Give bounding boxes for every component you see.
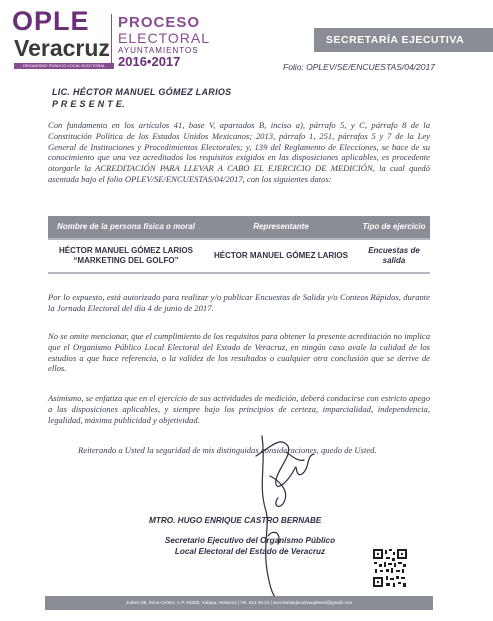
process-years: 2016•2017 xyxy=(118,54,181,69)
table-header-name: Nombre de la persona física o moral xyxy=(48,216,204,239)
logo-tagline: ORGANISMO PÚBLICO LOCAL ELECTORAL xyxy=(22,63,106,68)
footer-bar: Juárez 69, Zona Centro, C.P. 91000, Xalapa, Veracruz | Tel. 812 25 23 | secretariaejecutivaoplever@gmail.com xyxy=(45,596,433,610)
section-banner: SECRETARÍA EJECUTIVA xyxy=(314,28,493,52)
addressee-presente: P R E S E N T E. xyxy=(52,99,125,109)
table-row xyxy=(48,239,430,273)
veracruz-logo-text: Veracruz xyxy=(14,35,110,61)
closing-paragraph: Reiterando a Usted la seguridad de mis distinguidas consideraciones, quedo de Usted. xyxy=(78,445,377,455)
paragraph-disclaimer: No se omite mencionar, que el cumplimiento de los requisitos para obtener la presente acreditación no implica que el Organismo Público Local Electoral del Estado de Veracruz, en ningún caso avale la calidad de los estudios a que hace referencia, o la validez de los resultados o cualquier otra conclusión que se derive de ellos. xyxy=(48,331,430,374)
signer-title-line1: Secretario Ejecutivo del Organismo Público xyxy=(164,536,336,545)
addressee-block xyxy=(52,86,231,110)
signer-title-line2: Local Electoral del Estado de Veracruz xyxy=(174,547,326,556)
table-header-row xyxy=(48,216,430,239)
addressee-name: LIC. HÉCTOR MANUEL GÓMEZ LARIOS xyxy=(52,87,232,97)
electoral-label: ELECTORAL xyxy=(118,30,210,46)
logo-divider xyxy=(111,14,112,66)
table-cell-name: HÉCTOR MANUEL GÓMEZ LARIOS “MARKETING DEL GOLFO” xyxy=(48,239,204,273)
proceso-label: PROCESO xyxy=(118,14,201,31)
accreditation-table xyxy=(48,216,430,274)
table-cell-type: Encuestas de salida xyxy=(358,239,430,273)
paragraph-principles: Asimismo, se enfatiza que en el ejercicio de sus actividades de medición, deberá conducirse con estricto apego a las disposiciones aplicables, y siempre bajo los principios de certeza, imparcialidad, independencia, legalidad, máxima publicidad y objetividad. xyxy=(48,393,430,425)
table-cell-representative: HÉCTOR MANUEL GÓMEZ LARIOS xyxy=(204,239,358,273)
signer-title xyxy=(145,535,355,557)
ayuntamientos-label: AYUNTAMIENTOS xyxy=(118,46,199,55)
folio-number: Folio: OPLEV/SE/ENCUESTAS/04/2017 xyxy=(283,62,435,72)
table-header-type: Tipo de ejercicio xyxy=(358,216,430,239)
paragraph-authorization: Por lo expuesto, está autorizado para realizar y/o publicar Encuestas de Salida y/o Conteos Rápidos, durante la Jornada Electoral del día 4 de junio de 2017. xyxy=(48,292,430,313)
ople-logo-text: OPLE xyxy=(12,6,90,36)
table-header-representative: Representante xyxy=(204,216,358,239)
signer-name: MTRO. HUGO ENRIQUE CASTRO BERNABE xyxy=(149,516,322,525)
paragraph-basis: Con fundamento en los artículos 41, base V, apartados B, inciso a), párrafo 5, y C, párrafo 8 de la Constitución Política de los Estados Unidos Mexicanos; 2013, párrafo 1, 251, párrafos 5 y 7 de la Ley General de Instituciones y Procedimientos Electorales; y, 139 del Reglamento de Elecciones, se hace de su conocimiento que una vez acreditados los requisitos exigidos en las disposiciones aplicables, es procedente otorgarle la ACREDITACIÓN PARA LLEVAR A CABO EL EJERCICIO DE MEDICIÓN, la cual quedó asentada bajo el folio OPLEV/SE/ENCUESTAS/04/2017, con los siguientes datos: xyxy=(48,120,430,184)
handwritten-signature xyxy=(232,416,342,601)
qr-code-icon xyxy=(372,548,408,588)
